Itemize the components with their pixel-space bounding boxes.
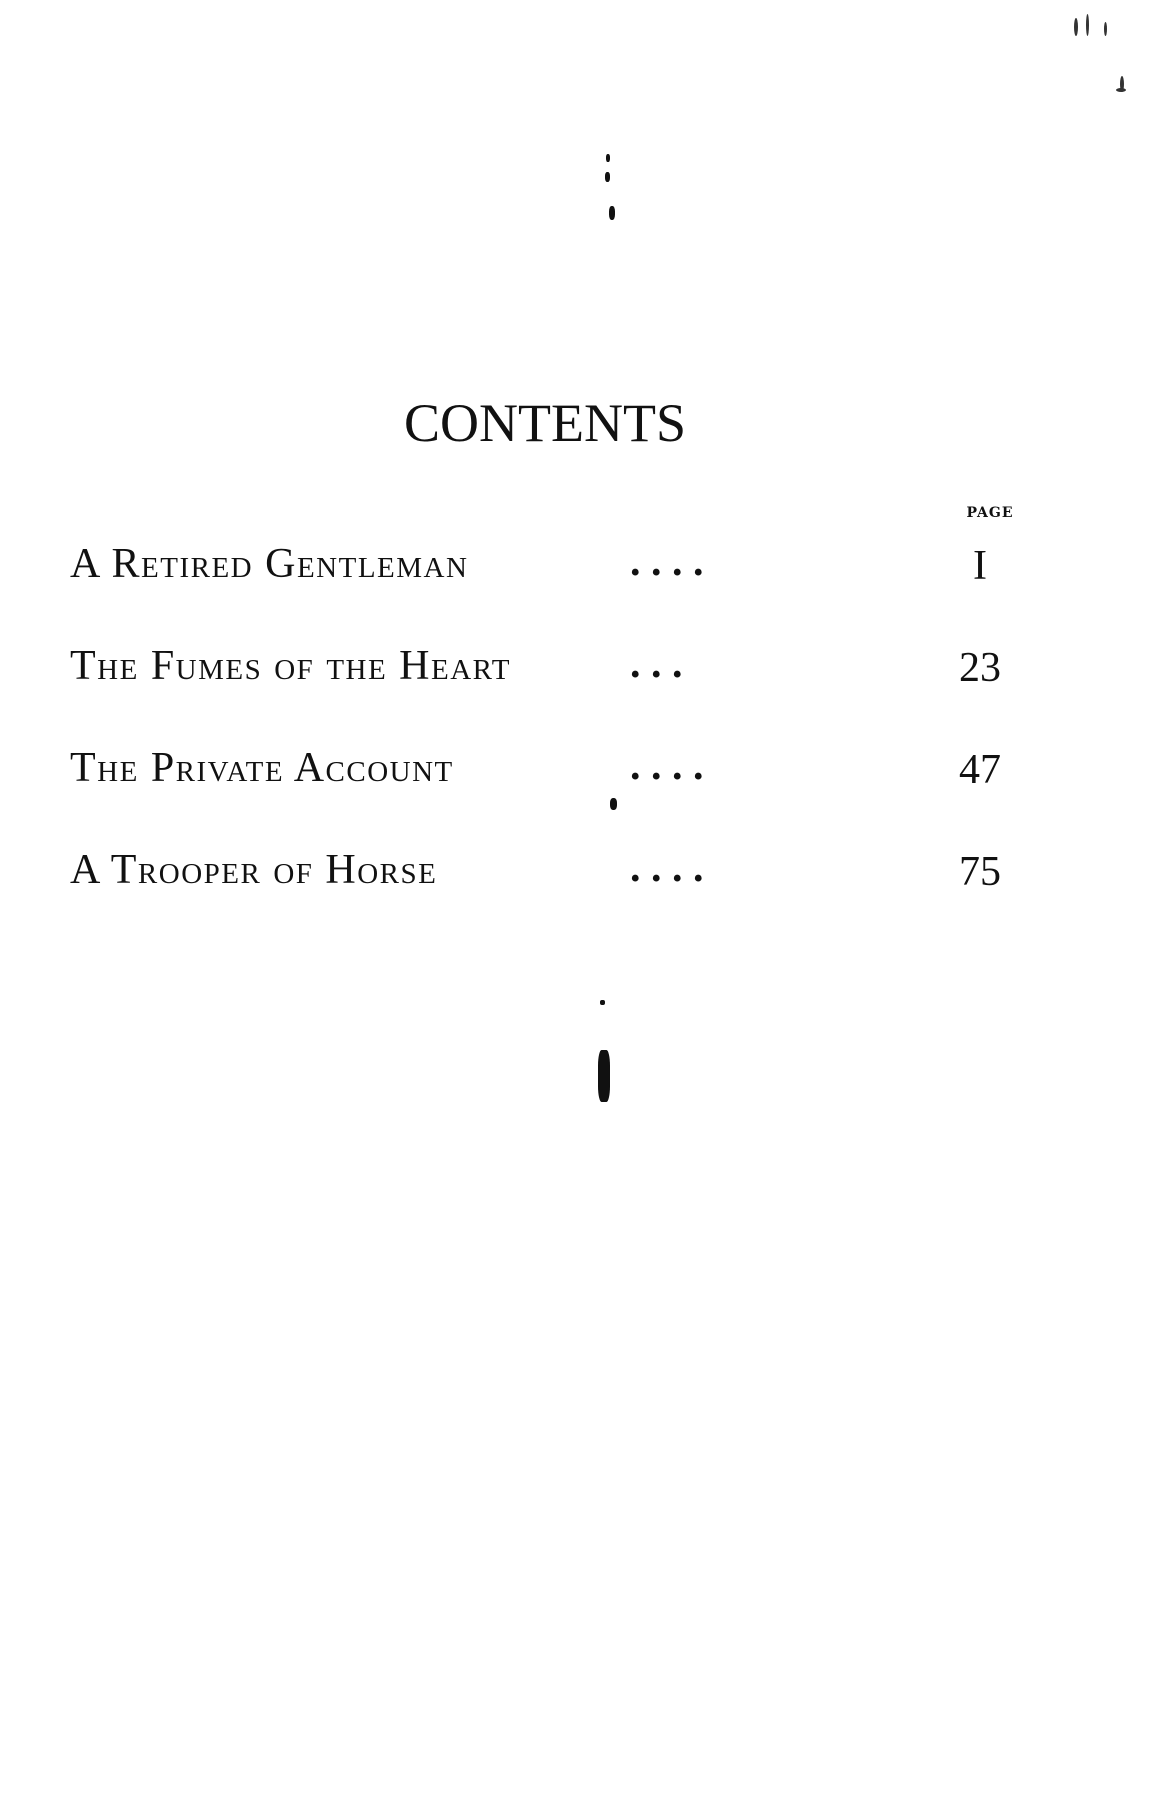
toc-entry-leader: . . . .	[630, 539, 704, 585]
scan-specks	[1054, 8, 1144, 118]
toc-entry	[70, 520, 1020, 622]
toc-entry-leader: . . . .	[630, 845, 704, 891]
speck	[1086, 14, 1089, 36]
toc-entry	[70, 724, 1020, 826]
toc-entry-leader: . . . .	[630, 743, 704, 789]
speck	[1074, 18, 1078, 36]
toc-entry-title: A Retired Gentleman	[70, 541, 469, 587]
table-of-contents	[70, 520, 1020, 928]
toc-entry-page: I	[973, 543, 987, 589]
toc-entry-page: 47	[959, 747, 1001, 793]
toc-entry-title: A Trooper of Horse	[70, 847, 438, 893]
ink-blot	[598, 1050, 610, 1102]
contents-heading: CONTENTS	[404, 393, 686, 453]
ink-blot	[606, 154, 610, 162]
ink-blot	[605, 172, 610, 182]
toc-entry	[70, 826, 1020, 928]
ink-blot	[610, 798, 617, 810]
toc-entry-page: 23	[959, 645, 1001, 691]
speck	[1120, 76, 1124, 92]
toc-entry-title: The Fumes of the Heart	[70, 643, 511, 689]
speck	[1104, 22, 1107, 36]
toc-entry-leader: . . .	[630, 641, 683, 687]
toc-entry	[70, 622, 1020, 724]
toc-entry-title: The Private Account	[70, 745, 454, 791]
page-column-label: PAGE	[966, 505, 1014, 521]
ink-blot	[609, 206, 615, 220]
ink-blot	[600, 1000, 605, 1005]
toc-entry-page: 75	[959, 849, 1001, 895]
